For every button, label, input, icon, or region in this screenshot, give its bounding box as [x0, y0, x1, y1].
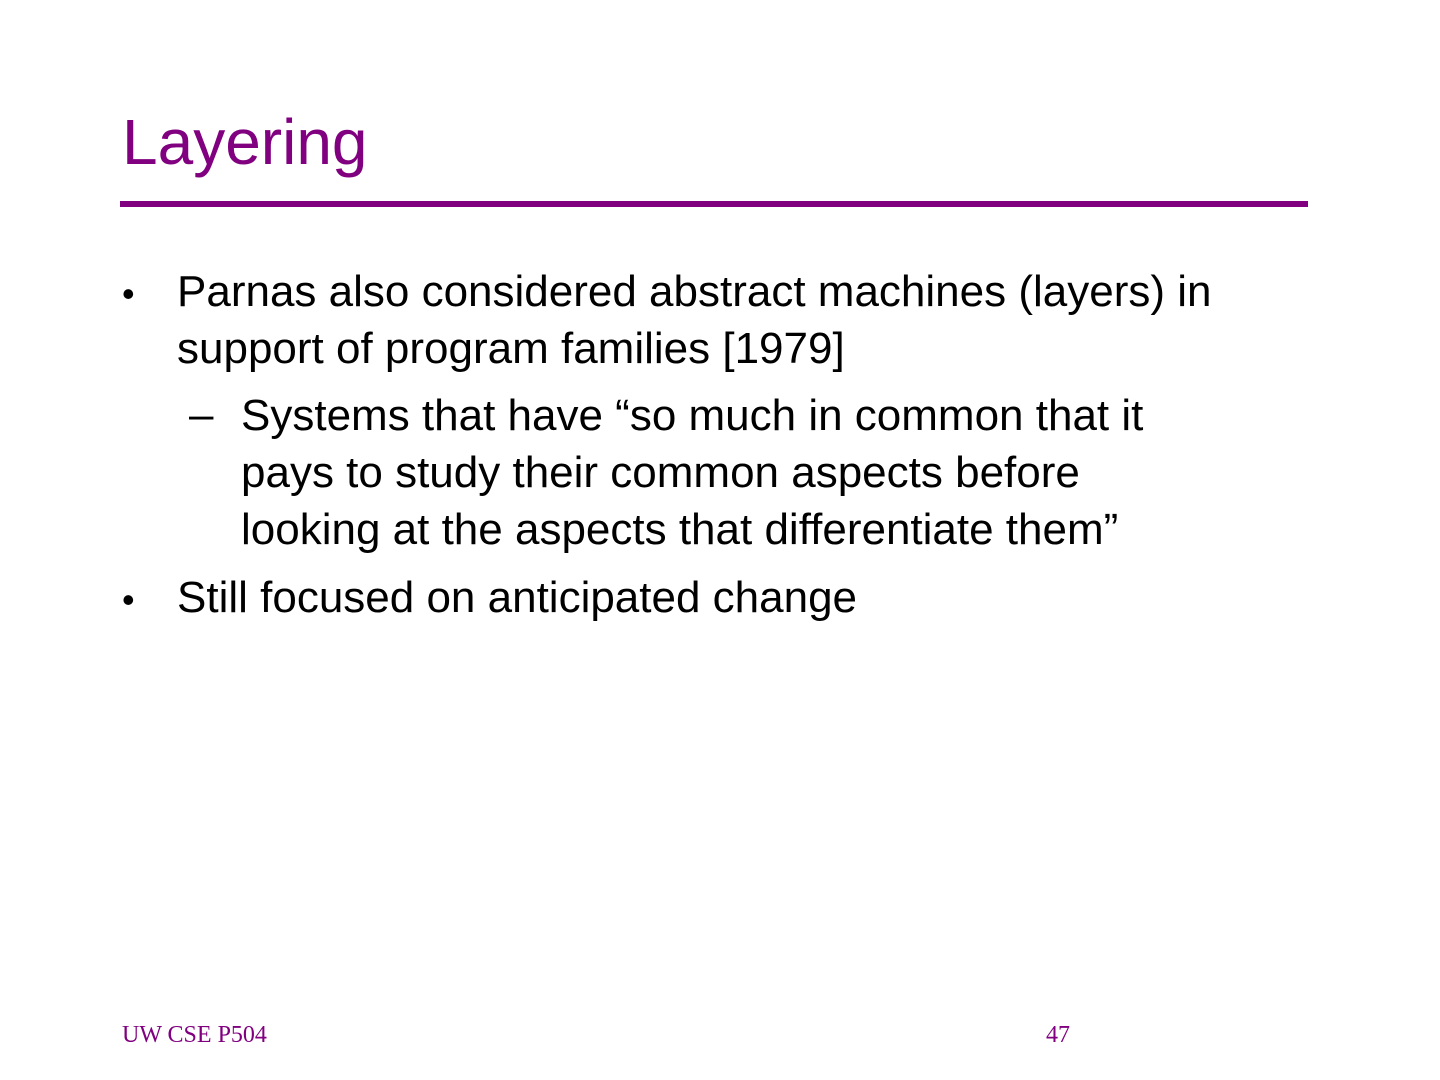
sub-bullet-marker: –	[189, 390, 214, 439]
bullet-text	[177, 263, 1317, 377]
bullet-line: Still focused on anticipated change	[177, 573, 858, 622]
title-underline	[120, 201, 1308, 207]
bullet-marker: •	[122, 579, 135, 620]
sub-bullet-text	[241, 387, 1261, 558]
bullet-marker: •	[122, 273, 135, 314]
bullet-line: Parnas also considered abstract machines (layers) in	[177, 267, 1212, 316]
footer-page-number: 47	[1046, 1022, 1070, 1048]
sub-bullet-line: looking at the aspects that differentiate them”	[241, 505, 1119, 554]
slide-title: Layering	[122, 106, 368, 178]
sub-bullet-line: Systems that have “so much in common that it	[241, 391, 1144, 440]
sub-bullet-line: pays to study their common aspects before	[241, 448, 1080, 497]
bullet-line: support of program families [1979]	[177, 324, 845, 373]
footer-course-label: UW CSE P504	[122, 1022, 267, 1048]
bullet-text	[177, 569, 1317, 626]
